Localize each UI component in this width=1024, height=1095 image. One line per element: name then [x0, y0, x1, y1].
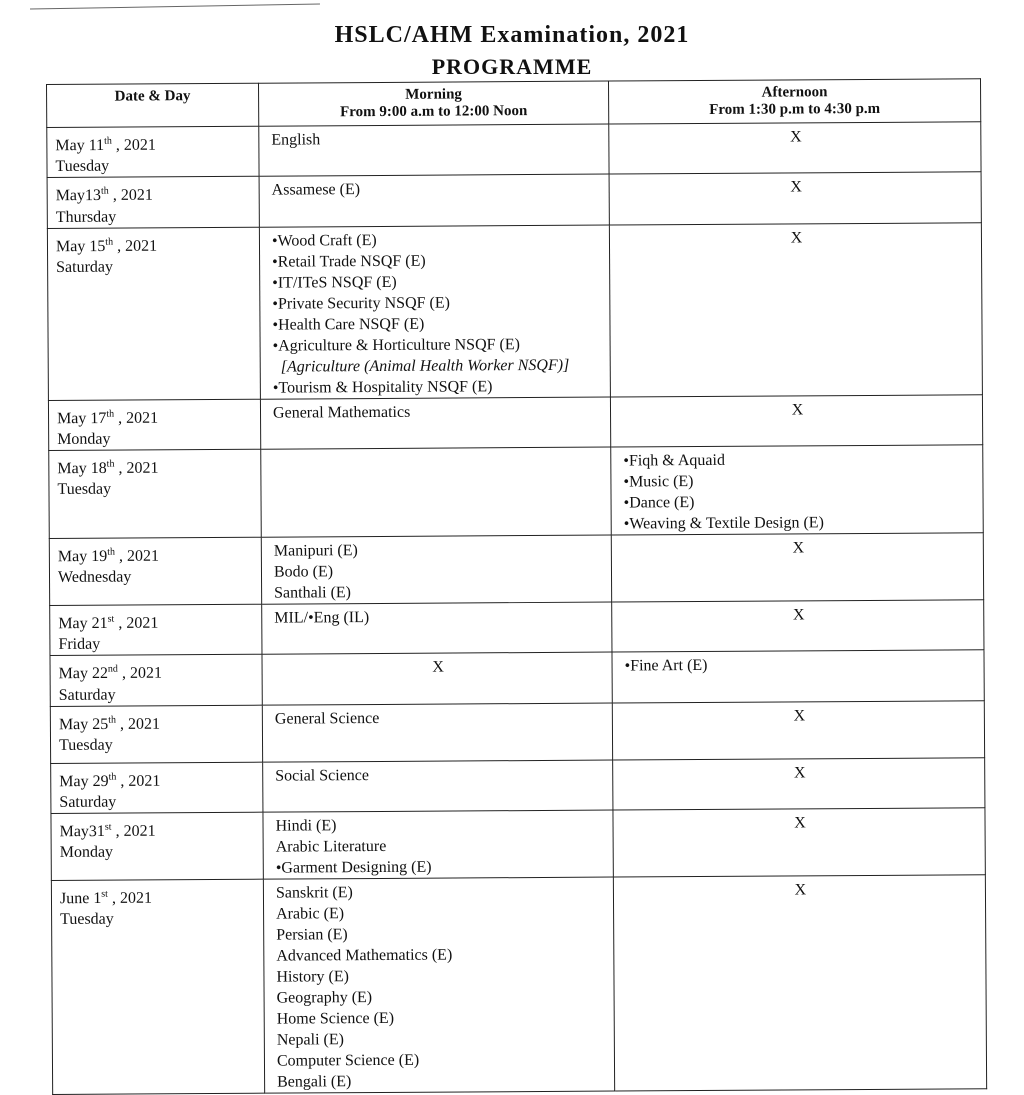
afternoon-cell	[613, 875, 986, 1091]
no-exam-mark: X	[791, 401, 804, 419]
afternoon-time: From 1:30 p.m to 4:30 p.m	[709, 100, 881, 118]
date-ordinal: th	[107, 546, 116, 558]
date-month: May 19	[57, 547, 108, 566]
subject-item: Nepali (E)	[276, 1031, 344, 1049]
afternoon-cell	[611, 445, 984, 535]
morning-cell	[261, 447, 612, 537]
date-month: May31	[59, 822, 105, 841]
date-text	[58, 608, 251, 635]
day-text: Thursday	[55, 208, 117, 226]
date-ordinal: st	[101, 888, 108, 900]
day-text: Monday	[57, 430, 111, 448]
morning-cell	[262, 652, 612, 704]
exam-programme-table	[46, 78, 987, 1095]
date-year: , 2021	[114, 614, 159, 632]
date-month: May 11	[55, 136, 105, 155]
no-exam-mark: X	[790, 229, 803, 247]
day-text: Tuesday	[58, 736, 113, 754]
header-afternoon	[608, 79, 980, 124]
subject-item: Bengali (E)	[277, 1073, 352, 1091]
subject-item: •Garment Designing (E)	[275, 858, 432, 877]
date-cell	[49, 449, 262, 538]
table-row	[48, 394, 982, 450]
afternoon-cell	[612, 600, 984, 653]
date-month: May 22	[58, 665, 108, 683]
date-ordinal: nd	[107, 663, 118, 675]
date-ordinal: th	[106, 408, 115, 420]
table-row	[51, 875, 986, 1095]
subject-item: Sanskrit (E)	[275, 884, 353, 902]
subject-item: General Mathematics	[272, 403, 411, 422]
date-year: , 2021	[108, 187, 153, 205]
date-cell	[50, 705, 262, 763]
afternoon-cell	[609, 222, 982, 396]
date-text	[58, 541, 251, 568]
header-date-day: Date & Day	[47, 83, 259, 127]
morning-cell	[260, 397, 610, 449]
no-exam-mark: X	[793, 764, 806, 782]
subject-item: English	[271, 131, 321, 149]
date-cell	[50, 604, 262, 656]
morning-cell	[262, 602, 612, 654]
scan-edge-line	[30, 3, 320, 9]
day-text: Wednesday	[57, 568, 132, 587]
date-ordinal: th	[106, 458, 115, 470]
subject-item: •Dance (E)	[623, 494, 695, 512]
no-exam-mark: X	[794, 814, 806, 832]
date-ordinal: st	[104, 821, 112, 833]
subject-item: [Agriculture (Animal Health Worker NSQF)]	[280, 356, 570, 376]
subject-item: Geography (E)	[276, 988, 373, 1007]
subject-item: Santhali (E)	[274, 584, 352, 602]
date-month: May 18	[57, 459, 107, 478]
morning-cell	[259, 225, 610, 399]
subject-item: Advanced Mathematics (E)	[276, 946, 453, 965]
day-text: Tuesday	[60, 910, 114, 929]
date-month: June 1	[59, 889, 102, 908]
header-morning	[258, 81, 608, 126]
subject-item: Manipuri (E)	[273, 542, 358, 560]
day-text: Saturday	[56, 258, 114, 276]
morning-cell	[261, 535, 611, 604]
subject-item: General Science	[274, 709, 380, 728]
subject-item: Hindi (E)	[275, 817, 337, 835]
date-year: , 2021	[111, 822, 156, 840]
date-text	[59, 658, 252, 685]
subject-item: •Retail Trade NSQF (E)	[272, 252, 426, 271]
date-text	[57, 402, 250, 429]
date-month: May 21	[58, 614, 108, 633]
subject-item: •Fine Art (E)	[624, 657, 708, 675]
date-text	[56, 180, 249, 207]
date-month: May13	[55, 187, 102, 205]
afternoon-cell	[609, 172, 981, 225]
table-row	[50, 700, 984, 763]
date-ordinal: th	[104, 135, 112, 147]
table-row	[51, 808, 985, 881]
date-cell	[47, 126, 259, 178]
date-month: May 25	[58, 715, 109, 733]
day-text: Friday	[58, 635, 101, 654]
no-exam-mark: X	[790, 128, 802, 146]
afternoon-cell	[611, 533, 983, 602]
date-text	[57, 453, 250, 480]
morning-cell	[259, 124, 609, 176]
date-year: , 2021	[115, 715, 161, 733]
table-header-row	[47, 79, 981, 128]
date-month: May 15	[55, 237, 106, 255]
subject-item: •IT/ITeS NSQF (E)	[272, 273, 397, 292]
date-year: , 2021	[117, 664, 162, 683]
no-exam-mark: X	[432, 658, 444, 676]
morning-time: From 9:00 a.m to 12:00 Noon	[340, 103, 528, 121]
date-year: , 2021	[113, 237, 158, 255]
no-exam-mark: X	[792, 606, 805, 624]
subject-item: Assamese (E)	[271, 181, 361, 199]
subject-item: Arabic Literature	[275, 837, 387, 856]
day-text: Saturday	[59, 793, 117, 811]
afternoon-cell	[610, 394, 982, 447]
subject-item: History (E)	[276, 968, 349, 986]
table-row	[50, 650, 984, 706]
date-month: May 29	[59, 772, 109, 790]
date-year: , 2021	[111, 136, 156, 154]
table-row	[47, 122, 981, 178]
date-text	[60, 883, 253, 910]
subject-item: •Health Care NSQF (E)	[272, 315, 425, 334]
date-year: , 2021	[114, 459, 159, 477]
date-cell	[51, 812, 263, 880]
day-text: Monday	[59, 843, 114, 862]
document-title: HSLC/AHM Examination, 2021	[334, 22, 690, 48]
table-row	[47, 172, 981, 228]
morning-cell	[259, 174, 609, 226]
afternoon-cell	[612, 700, 984, 759]
afternoon-cell	[613, 808, 985, 877]
day-text: Saturday	[58, 686, 116, 704]
subject-item: •Fiqh & Aquaid	[623, 451, 725, 470]
morning-title: Morning	[405, 86, 462, 103]
subject-item: •Music (E)	[623, 473, 694, 491]
date-ordinal: th	[100, 185, 109, 197]
date-ordinal: th	[108, 714, 117, 726]
document-subtitle: PROGRAMME	[431, 54, 593, 79]
date-month: May 17	[56, 409, 107, 427]
table-row	[51, 757, 985, 813]
date-cell	[47, 177, 259, 229]
table-row	[50, 600, 984, 656]
date-text	[59, 765, 252, 792]
afternoon-cell	[609, 122, 981, 175]
morning-cell	[263, 760, 613, 812]
day-text: Tuesday	[55, 157, 110, 176]
date-ordinal: th	[108, 771, 117, 783]
afternoon-cell	[613, 757, 985, 810]
date-year: , 2021	[114, 409, 159, 427]
subject-item: •Weaving & Textile Design (E)	[623, 514, 824, 533]
subject-item: •Wood Craft (E)	[271, 231, 377, 250]
date-ordinal: th	[105, 236, 114, 248]
table-row	[49, 445, 984, 539]
date-cell	[51, 762, 263, 814]
no-exam-mark: X	[793, 707, 806, 725]
no-exam-mark: X	[794, 881, 807, 899]
subject-item: Persian (E)	[276, 926, 348, 944]
date-text	[59, 708, 252, 735]
table-row	[49, 533, 983, 606]
subject-item: •Private Security NSQF (E)	[272, 294, 450, 313]
subject-item: Bodo (E)	[273, 563, 334, 581]
afternoon-cell	[612, 650, 984, 703]
date-text	[55, 130, 248, 157]
date-cell	[50, 655, 262, 707]
morning-cell	[262, 703, 612, 762]
subject-item: Computer Science (E)	[276, 1051, 420, 1070]
date-cell	[51, 879, 264, 1094]
date-cell	[48, 399, 260, 451]
date-text	[59, 816, 252, 843]
no-exam-mark: X	[790, 178, 802, 196]
subject-item: Arabic (E)	[276, 905, 345, 923]
subject-item: Home Science (E)	[276, 1009, 395, 1028]
day-text: Tuesday	[57, 480, 112, 499]
date-cell	[49, 537, 261, 605]
date-ordinal: st	[107, 613, 115, 625]
subject-item: MIL/•Eng (IL)	[274, 609, 370, 627]
subject-item: •Tourism & Hospitality NSQF (E)	[272, 377, 493, 397]
afternoon-title: Afternoon	[761, 84, 828, 101]
date-text	[56, 230, 249, 257]
no-exam-mark: X	[792, 539, 805, 557]
morning-cell	[263, 877, 614, 1093]
morning-cell	[263, 810, 613, 879]
subject-item: Social Science	[275, 766, 370, 785]
date-year: , 2021	[107, 889, 153, 907]
date-year: , 2021	[114, 547, 160, 565]
table-row	[47, 222, 982, 400]
subject-item: •Agriculture & Horticulture NSQF (E)	[272, 335, 520, 355]
date-year: , 2021	[116, 772, 161, 790]
date-cell	[47, 227, 260, 400]
